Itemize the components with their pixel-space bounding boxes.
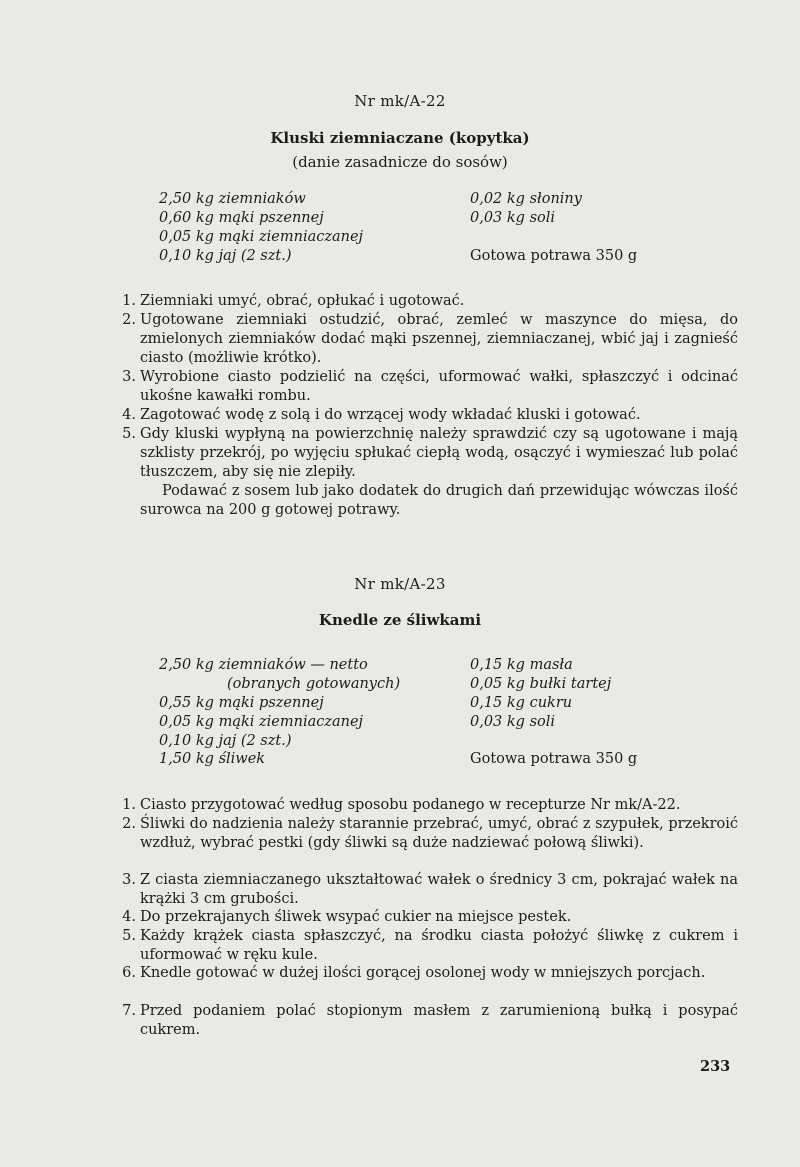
recipe1-ingredient: 0,10 kg jaj (2 szt.)	[159, 248, 292, 264]
step-text: Knedle gotować w dużej ilości gorącej osolonej wody w mniejszych porcjach.	[140, 965, 706, 981]
recipe1-ingredient: 0,05 kg mąki ziemniaczanej	[159, 229, 364, 245]
step-number: 1.	[122, 293, 136, 309]
recipe1-subtitle: (danie zasadnicze do sosów)	[292, 153, 508, 171]
recipe1-code: Nr mk/A-22	[354, 92, 446, 110]
recipe2-title: Knedle ze śliwkami	[318, 611, 482, 629]
step-number: 7.	[122, 1003, 136, 1019]
step-number: 4.	[122, 909, 136, 925]
recipe2-ingredient: 2,50 kg ziemniaków — netto	[159, 657, 368, 673]
step-text: Wyrobione ciasto podzielić na części, uformować wałki, spłaszczyć i odcinać ukośne kawałki rombu.	[140, 369, 738, 404]
recipe2-ingredient: 0,15 kg cukru	[470, 695, 573, 711]
recipe2-step	[112, 871, 738, 909]
step-number: 2.	[122, 312, 136, 328]
recipe2-step	[112, 927, 738, 965]
recipe1-ingredient: 0,60 kg mąki pszennej	[159, 210, 324, 226]
step-number: 3.	[122, 369, 136, 385]
recipe1-ingredient: 2,50 kg ziemniaków	[159, 191, 306, 207]
recipe2-ingredient: 0,05 kg bułki tartej	[470, 676, 612, 692]
recipe2-ingredient: 1,50 kg śliwek	[159, 751, 266, 767]
step-number: 3.	[122, 872, 136, 888]
step-number: 1.	[122, 797, 136, 813]
recipe1-note: Podawać z sosem lub jako dodatek do drugich dań przewidując wówczas ilość surowca na 200 g gotowej potrawy.	[140, 483, 738, 518]
step-text: Do przekrajanych śliwek wsypać cukier na miejsce pestek.	[140, 909, 572, 925]
step-text: Ziemniaki umyć, obrać, opłukać i ugotować.	[140, 293, 465, 309]
recipe2-step	[112, 815, 738, 853]
recipe2-step	[112, 1002, 738, 1040]
recipe2-total: Gotowa potrawa 350 g	[470, 751, 638, 767]
recipe1-step	[112, 406, 738, 425]
recipe1-step	[112, 425, 738, 482]
step-number: 4.	[122, 407, 136, 423]
step-text: Każdy krążek ciasta spłaszczyć, na środku ciasta położyć śliwkę z cukrem i uformować w ręku kule.	[140, 928, 738, 963]
step-text: Z ciasta ziemniaczanego ukształtować wałek o średnicy 3 cm, pokrajać wałek na krążki 3 cm grubości.	[140, 872, 738, 907]
step-text: Śliwki do nadzienia należy starannie przebrać, umyć, obrać z szypułek, przekroić wzdłuż, wybrać pestki (gdy śliwki są duże nadziewać połową śliwki).	[140, 816, 738, 851]
step-number: 5.	[122, 928, 136, 944]
step-text: Ugotowane ziemniaki ostudzić, obrać, zemleć w maszynce do mięsa, do zmielonych ziemniaków dodać mąki pszennej, ziemniaczanej, wbić jaj i zagnieść ciasto (możliwie krótko).	[140, 312, 738, 366]
recipe1-step	[112, 368, 738, 406]
recipe1-step	[112, 311, 738, 368]
recipe2-ingredient: 0,03 kg soli	[470, 714, 556, 730]
recipe2-ingredient: 0,10 kg jaj (2 szt.)	[159, 733, 292, 749]
recipe1-total: Gotowa potrawa 350 g	[470, 248, 638, 264]
recipe2-step	[112, 796, 738, 815]
recipe2-ingredient: 0,55 kg mąki pszennej	[159, 695, 324, 711]
recipe2-code: Nr mk/A-23	[354, 575, 446, 593]
recipe2-step	[112, 964, 738, 983]
step-number: 5.	[122, 426, 136, 442]
page-number: 233	[700, 1058, 731, 1075]
step-text: Przed podaniem polać stopionym masłem z zarumienioną bułką i posypać cukrem.	[140, 1003, 738, 1038]
recipe1-step	[112, 292, 738, 311]
recipe1-ingredient: 0,03 kg soli	[470, 210, 556, 226]
recipe2-ingredient: 0,05 kg mąki ziemniaczanej	[159, 714, 364, 730]
recipe2-ingredient: 0,15 kg masła	[470, 657, 573, 673]
step-text: Ciasto przygotować według sposobu podanego w recepturze Nr mk/A-22.	[140, 797, 681, 813]
recipe1-ingredient: 0,02 kg słoniny	[470, 191, 582, 207]
step-number: 2.	[122, 816, 136, 832]
step-text: Gdy kluski wypłyną na powierzchnię należy sprawdzić czy są ugotowane i mają szklisty przekrój, po wyjęciu spłukać ciepłą wodą, osączyć i wymieszać lub polać tłuszczem, aby się nie zlepiły.	[140, 426, 738, 480]
recipe1-title: Kluski ziemniaczane (kopytka)	[270, 129, 530, 147]
recipe2-step	[112, 908, 738, 927]
recipe2-ingredient: (obranych gotowanych)	[227, 676, 401, 692]
step-number: 6.	[122, 965, 136, 981]
step-text: Zagotować wodę z solą i do wrzącej wody wkładać kluski i gotować.	[140, 407, 641, 423]
